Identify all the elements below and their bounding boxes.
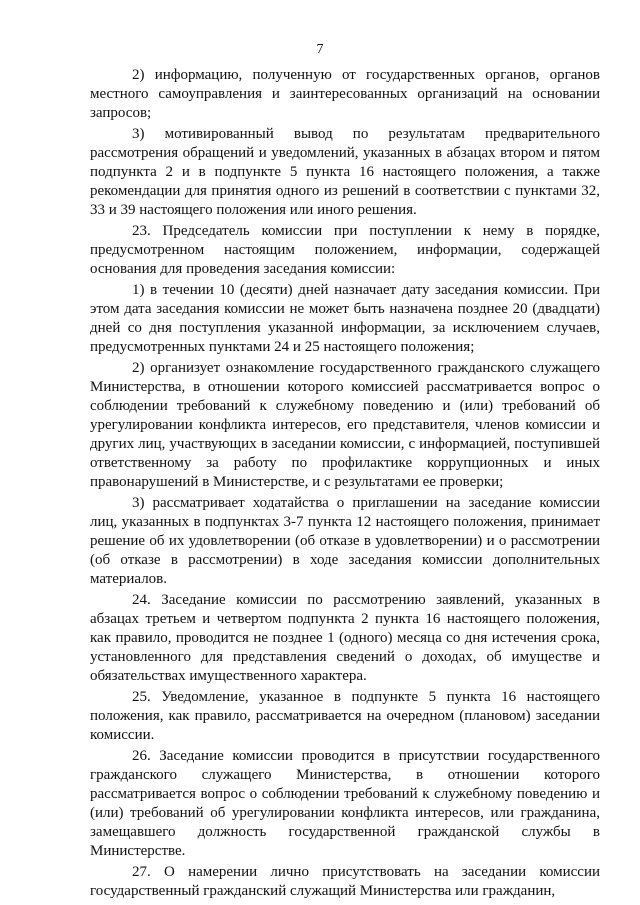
paragraph-23-item-1: 1) в течении 10 (десяти) дней назначает дату заседания комиссии. При этом дата заседания комиссии не может быть назначена позднее 20 (двадцати) дней со дня поступления указанной информации, за исключением случаев, предусмотренных пунктами 24 и 25 настоящего положения; [90,282,600,355]
paragraph-23-item-3: 3) рассматривает ходатайства о приглашении на заседание комиссии лиц, указанных в подпунктах 3-7 пункта 12 настоящего положения, принимает решение об их удовлетворении (об отказе в удовлетворении) и о рассмотрении (об отказе в рассмотрении) в ходе заседания комиссии дополнительных материалов. [90,495,600,587]
paragraph-27: 27. О намерении лично присутствовать на заседании комиссии государственный гражданский служащий Министерства или гражданин, [90,864,600,899]
paragraph-26: 26. Заседание комиссии проводится в присутствии государственного гражданского служащего Министерства, в отношении которого рассматривается вопрос о соблюдении требований к служебному поведению и (или) требований об урегулировании конфликта интересов, или гражданина, замещавшего должность государственной гражданской службы в Министерстве. [90,748,600,859]
page-number: 7 [316,42,324,57]
paragraph-23: 23. Председатель комиссии при поступлении к нему в порядке, предусмотренном настоящим положением, информации, содержащей основания для проведения заседания комиссии: [90,223,600,277]
paragraph-22-item-3: 3) мотивированный вывод по результатам предварительного рассмотрения обращений и уведомлений, указанных в абзацах втором и пятом подпункта 2 и в подпункте 5 пункта 16 настоящего положения, а также рекомендации для принятия одного из решений в соответствии с пунктами 32, 33 и 39 настоящего положения или иного решения. [90,126,600,218]
paragraph-24: 24. Заседание комиссии по рассмотрению заявлений, указанных в абзацах третьем и четвертом подпункта 2 пункта 16 настоящего положения, как правило, проводится не позднее 1 (одного) месяца со дня истечения срока, установленного для представления сведений о доходах, об имуществе и обязательствах имущественного характера. [90,592,600,684]
paragraph-25: 25. Уведомление, указанное в подпункте 5 пункта 16 настоящего положения, как правило, рассматривается на очередном (плановом) заседании комиссии. [90,689,600,743]
paragraph-23-item-2: 2) организует ознакомление государственного гражданского служащего Министерства, в отношении которого комиссией рассматривается вопрос о соблюдении требований к служебному поведению и (или) требований об урегулировании конфликта интересов, его представителя, членов комиссии и других лиц, участвующих в заседании комиссии, с информацией, поступившей ответственному за работу по профилактике коррупционных и иных правонарушений в Министерстве, и с результатами ее проверки; [90,360,600,490]
paragraph-22-item-2: 2) информацию, полученную от государственных органов, органов местного самоуправления и заинтересованных организаций на основании запросов; [90,67,600,121]
document-body [90,66,600,901]
